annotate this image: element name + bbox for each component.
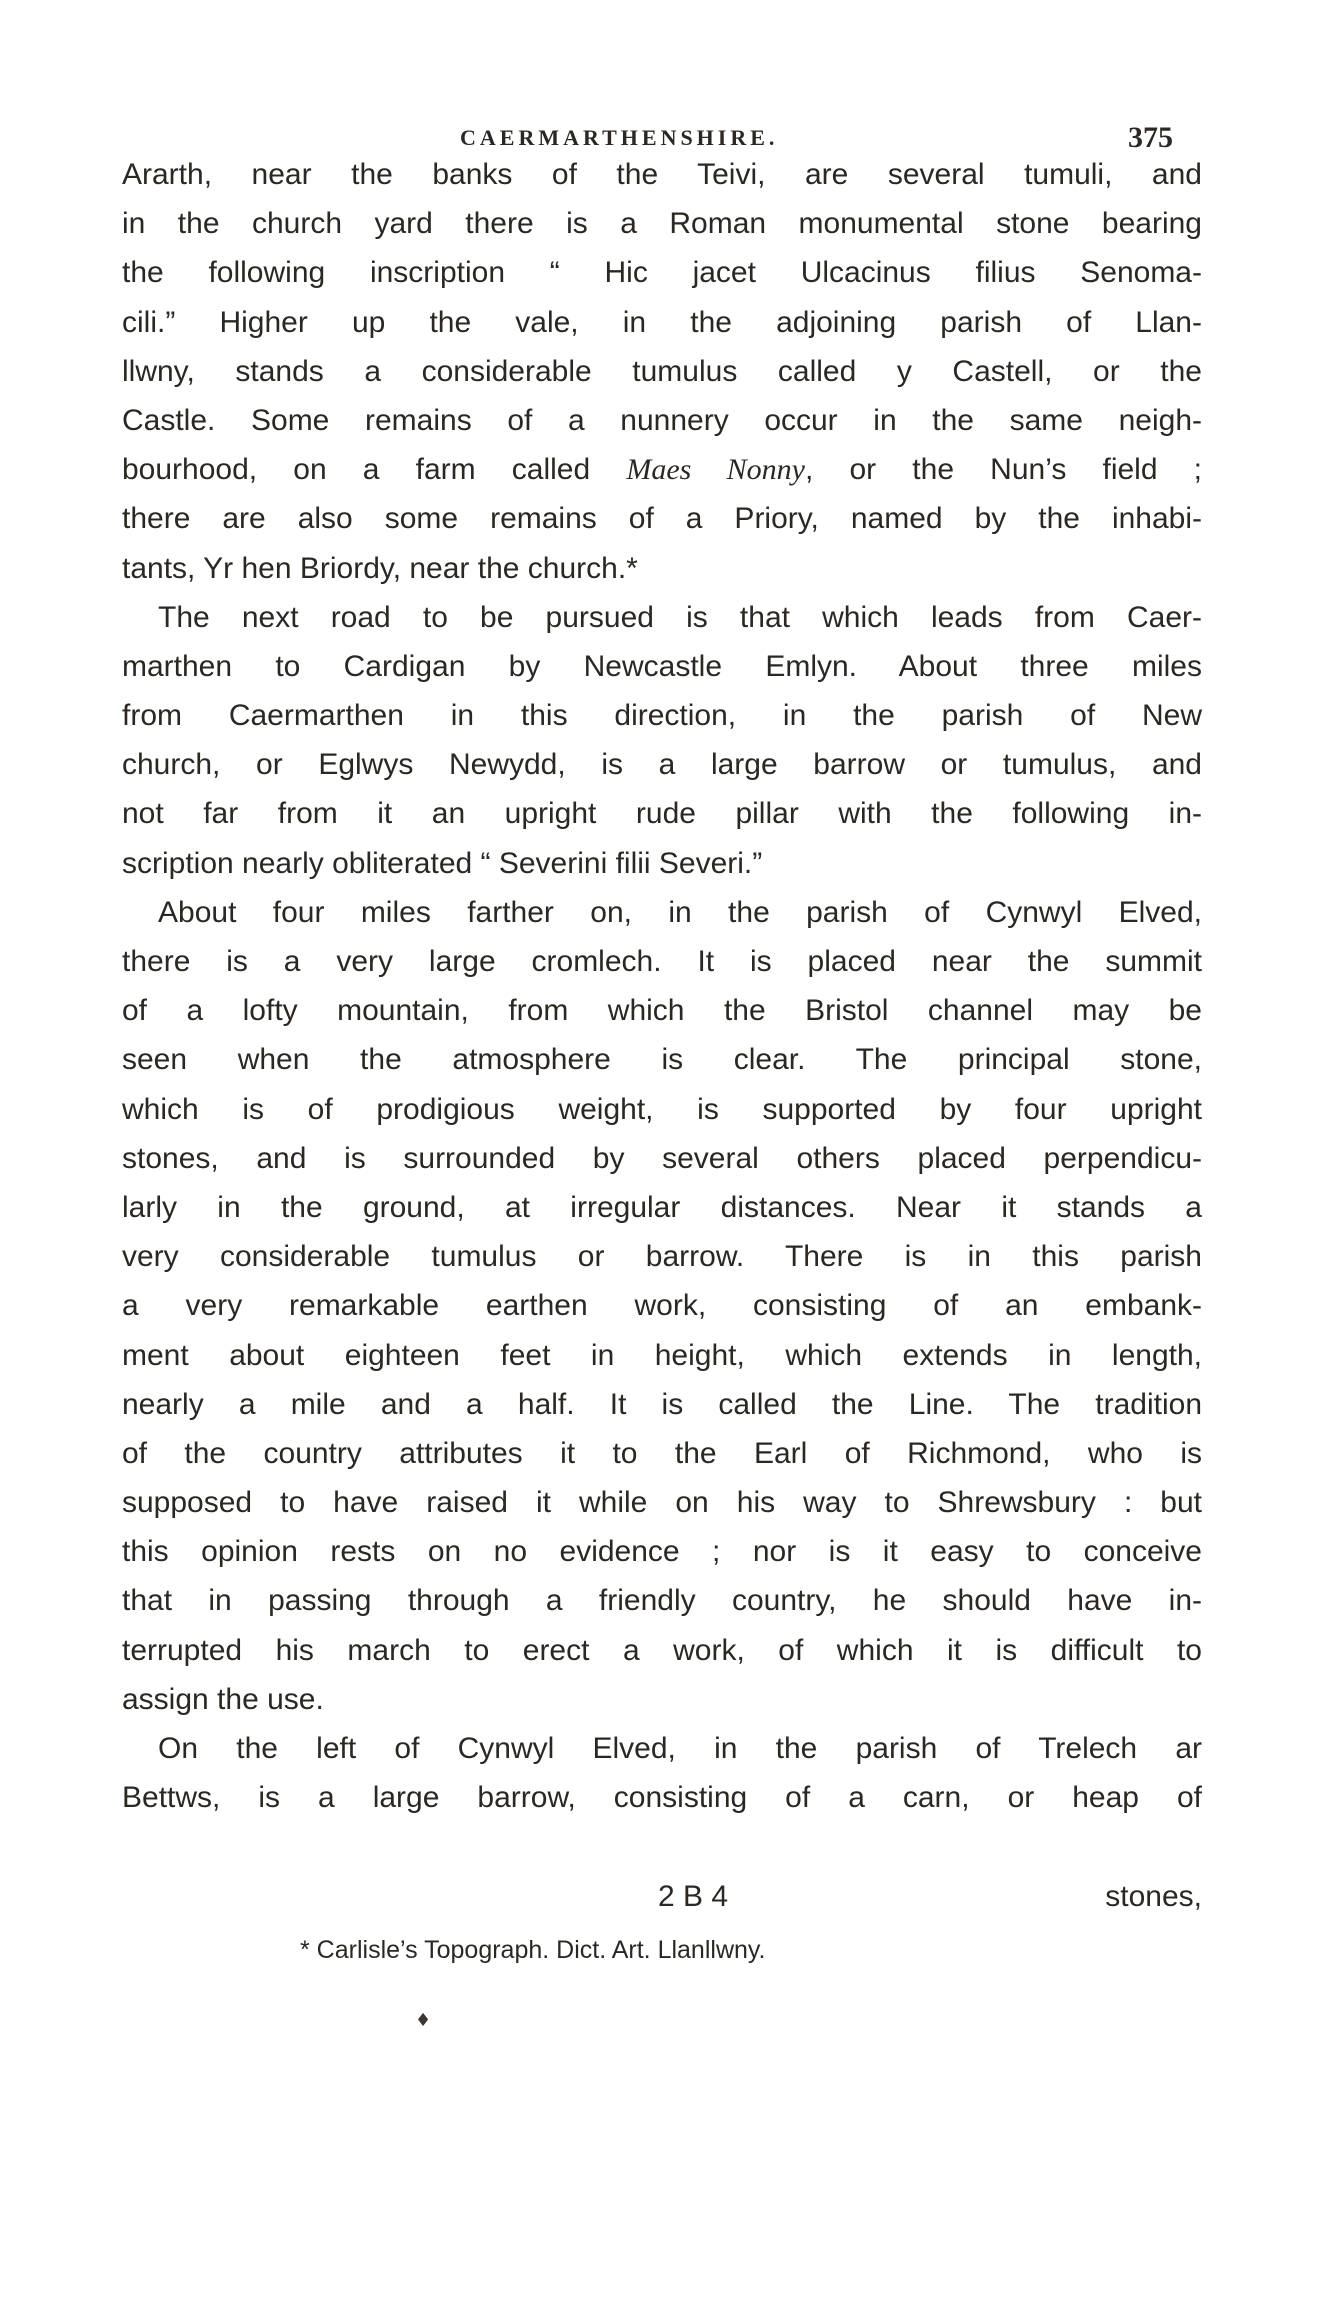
text-line: tants, Yr hen Briordy, near the church.* [122, 551, 638, 585]
text-line: nearly a mile and a half. It is called the Line. The tradition [122, 1387, 1202, 1421]
text-line: not far from it an upright rude pillar with the following in- [122, 797, 1202, 831]
signature-line [122, 1872, 1202, 1921]
text-line: terrupted his march to erect a work, of which it is difficult to [122, 1633, 1202, 1667]
text-line: assign the use. [122, 1682, 324, 1716]
body-text [122, 150, 1202, 1822]
text-line: this opinion rests on no evidence ; nor is it easy to conceive [122, 1535, 1202, 1569]
text-line: ment about eighteen feet in height, which extends in length, [122, 1338, 1202, 1372]
text-line: larly in the ground, at irregular distances. Near it stands a [122, 1190, 1202, 1224]
text-line: Castle. Some remains of a nunnery occur in the same neigh- [122, 403, 1202, 437]
running-title: CAERMARTHENSHIRE. [460, 125, 779, 150]
text-line: supposed to have raised it while on his way to Shrewsbury : but [122, 1486, 1202, 1520]
catchword: stones, [1105, 1880, 1202, 1913]
text-line: Bettws, is a large barrow, consisting of a carn, or heap of [122, 1781, 1202, 1815]
text-line: stones, and is surrounded by several others placed perpendicu- [122, 1141, 1202, 1175]
text-line: there is a very large cromlech. It is placed near the summit [122, 945, 1202, 978]
text-line: very considerable tumulus or barrow. There is in this parish [122, 1240, 1202, 1274]
page-number: 375 [1128, 121, 1173, 154]
text-line: there are also some remains of a Priory, named by the inhabi- [122, 502, 1202, 536]
text-line: church, or Eglwys Newydd, is a large barrow or tumulus, and [122, 748, 1202, 782]
text-line: the following inscription “ Hic jacet Ulcacinus filius Senoma- [122, 256, 1202, 290]
text-line: seen when the atmosphere is clear. The principal stone, [122, 1043, 1202, 1077]
italic-name: Maes Nonny [626, 453, 805, 487]
text-line: of the country attributes it to the Earl of Richmond, who is [122, 1436, 1202, 1470]
text-line: that in passing through a friendly country, he should have in- [122, 1584, 1202, 1618]
footnote: * Carlisle’s Topograph. Dict. Art. Llanllwny. [300, 1936, 766, 1964]
text-line: scription nearly obliterated “ Severini filii Severi.” [122, 846, 763, 880]
ink-mark: ♦ [415, 2010, 432, 2031]
text-line: a very remarkable earthen work, consisting of an embank- [122, 1289, 1202, 1323]
text-line: The next road to be pursued is that which leads from Caer- [158, 600, 1202, 634]
text-line: from Caermarthen in this direction, in the parish of New [122, 699, 1202, 733]
text-line: Ararth, near the banks of the Teivi, are several tumuli, and [122, 158, 1202, 191]
text-line: bourhood, on a farm called Maes Nonny, or the Nun’s field ; [122, 453, 1203, 487]
text-line: llwny, stands a considerable tumulus called y Castell, or the [122, 354, 1202, 388]
text-line: which is of prodigious weight, is supported by four upright [122, 1092, 1202, 1126]
text-line: cili.” Higher up the vale, in the adjoining parish of Llan- [122, 305, 1202, 339]
text-line: in the church yard there is a Roman monumental stone bearing [122, 207, 1202, 241]
text-line: of a lofty mountain, from which the Bristol channel may be [122, 994, 1202, 1028]
printer-signature: 2 B 4 [658, 1880, 729, 1913]
text-line: About four miles farther on, in the parish of Cynwyl Elved, [158, 895, 1202, 929]
text-line: marthen to Cardigan by Newcastle Emlyn. About three miles [122, 649, 1202, 683]
text-line: On the left of Cynwyl Elved, in the parish of Trelech ar [158, 1732, 1202, 1765]
